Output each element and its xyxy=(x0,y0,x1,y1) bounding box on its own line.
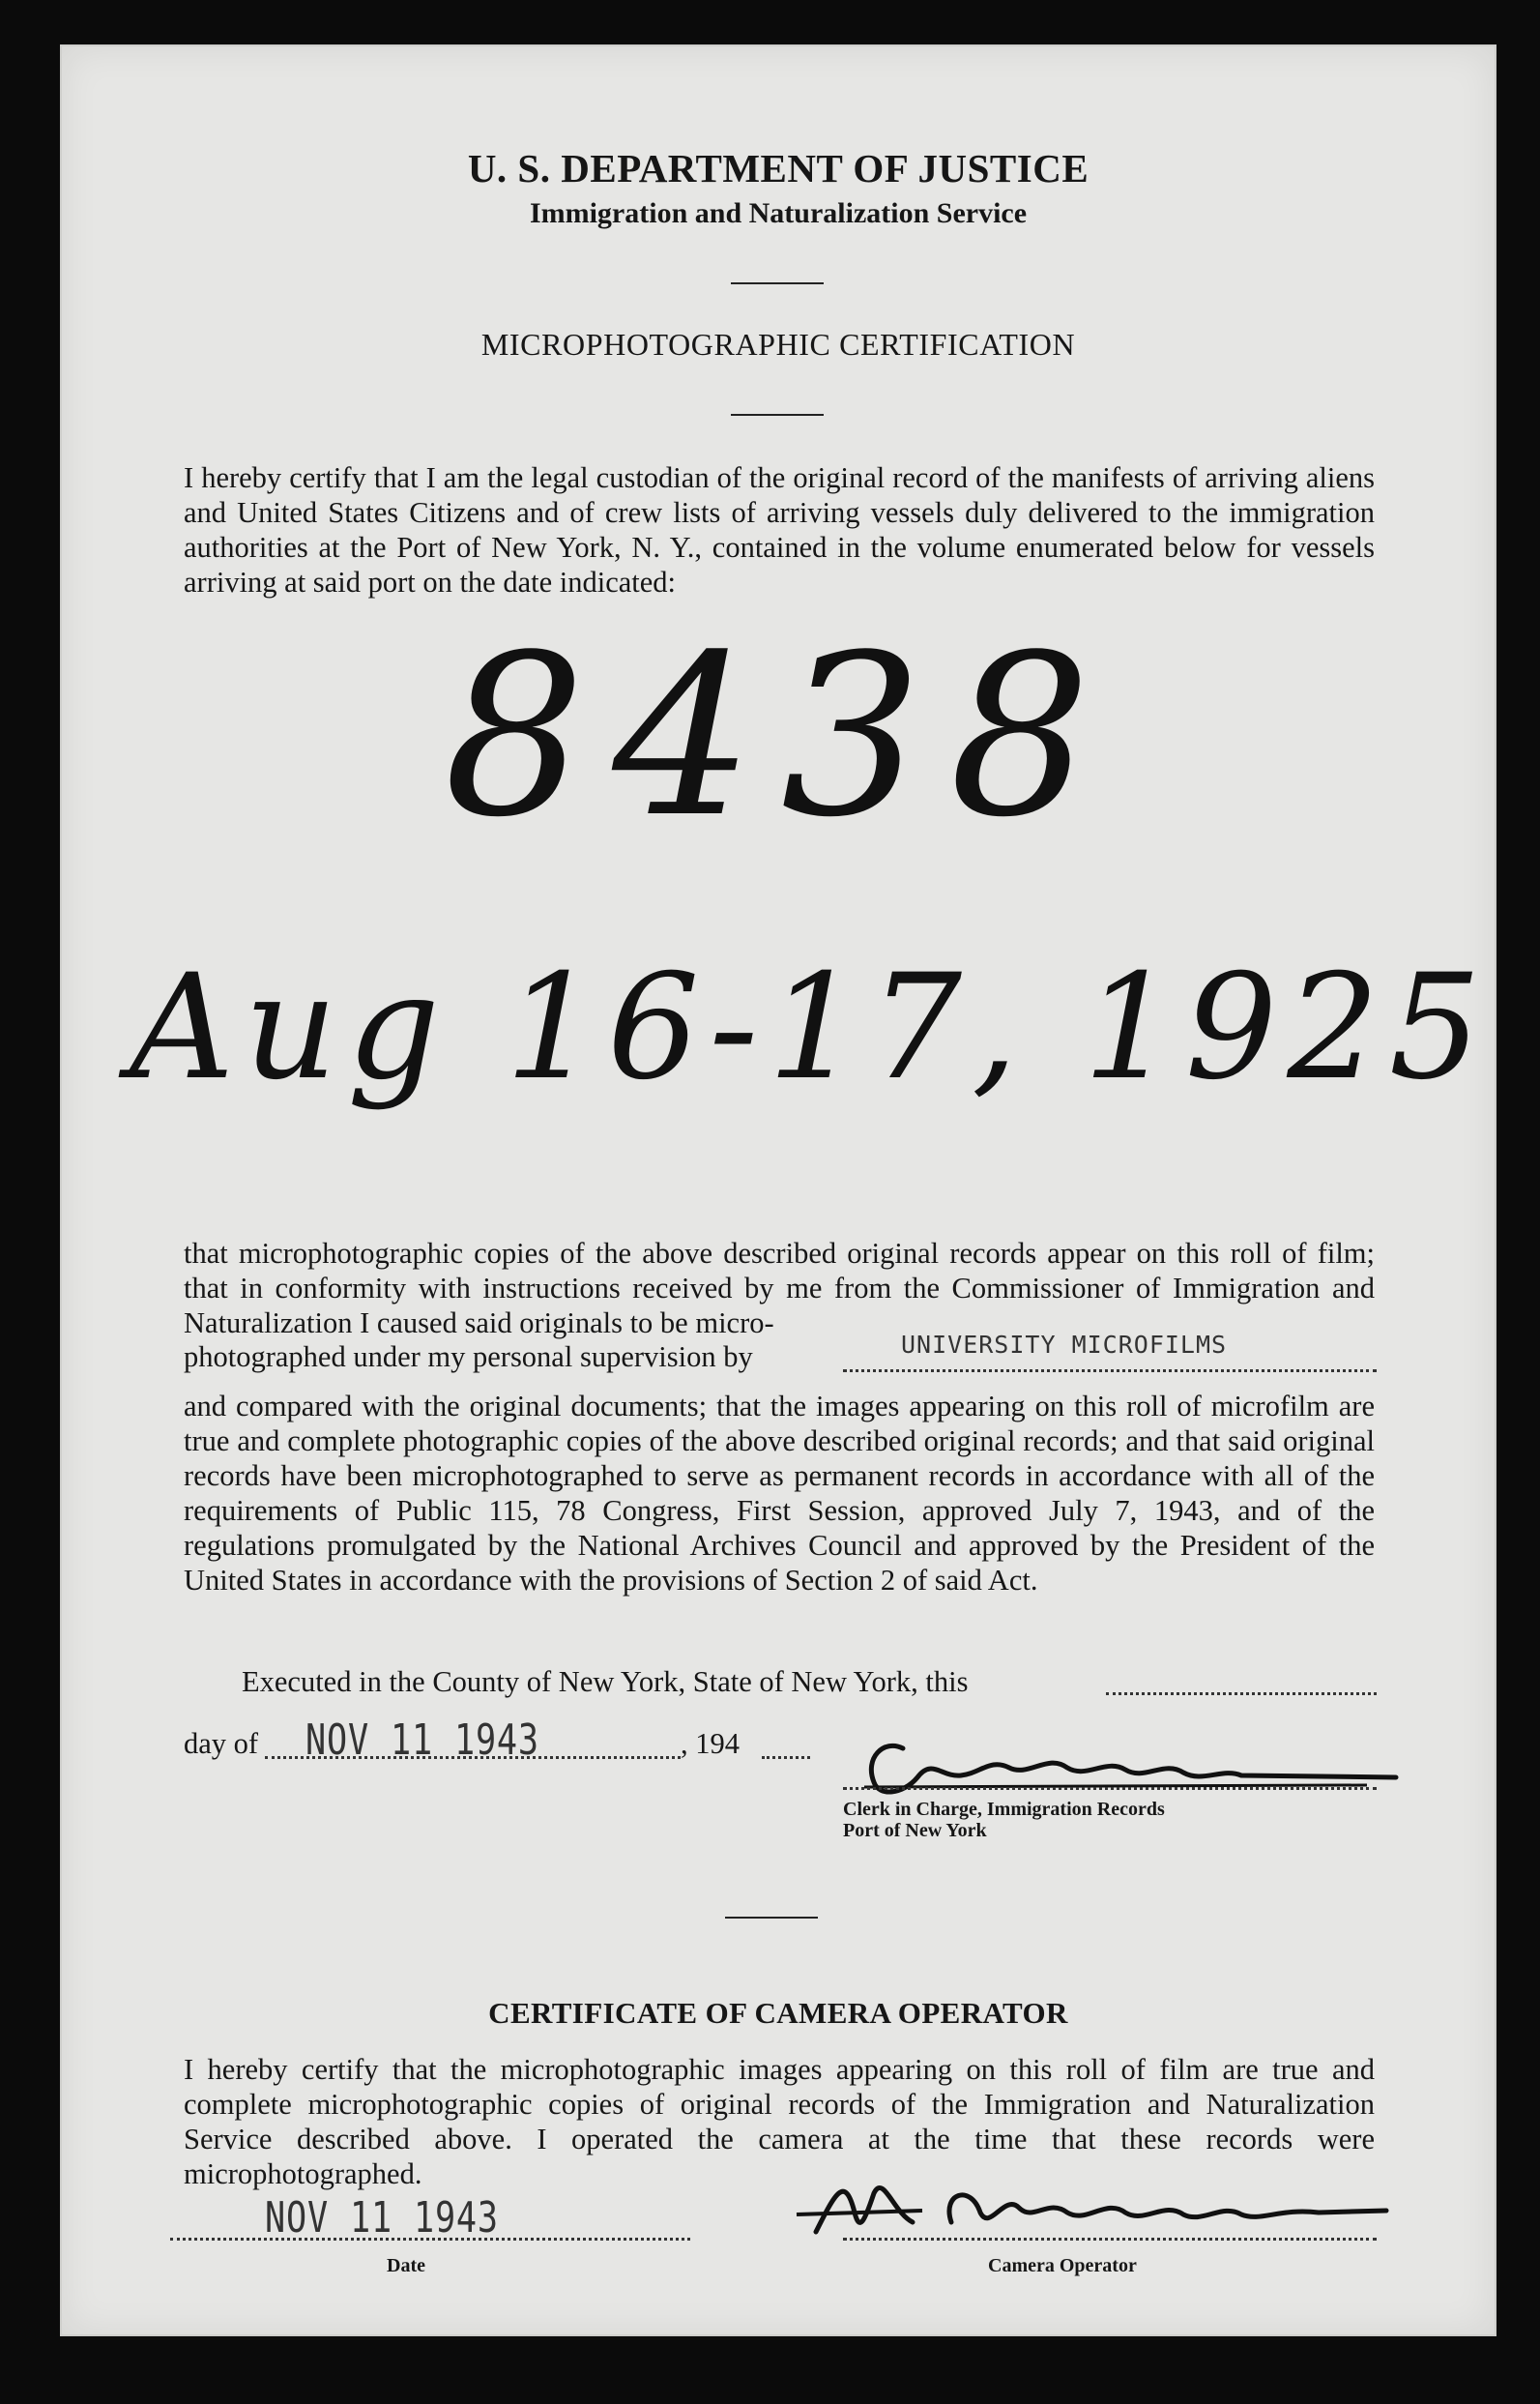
clerk-title-line1: Clerk in Charge, Immigration Records xyxy=(843,1799,1165,1820)
year-field xyxy=(762,1756,810,1759)
handwritten-volume-number: 8438 xyxy=(444,608,1119,866)
divider xyxy=(731,414,824,416)
body-paragraph-part2: and compared with the original documents; that the images appearing on this roll of microfilm are true and complete photographic copies of the above described original records; and that said original records have been microphotographed to serve as permanent records in accordance with all of the requirements of Public 115, 78 Congress, First Session, approved July 7, 1943, and of the regulations promulgated by the National Archives Council and approved by the President of the United States in accordance with the provisions of Section 2 of said Act. xyxy=(184,1390,1375,1597)
camera-date-stamp: NOV 11 1943 xyxy=(265,2193,499,2243)
camera-operator-line xyxy=(843,2238,1377,2241)
executed-label: Executed in the County of New York, State of New York, this xyxy=(242,1665,969,1698)
clerk-title xyxy=(843,1799,1165,1841)
handwritten-date: Aug 16-17, 1925 xyxy=(130,944,1492,1112)
photographed-by-label: photographed under my personal supervision by xyxy=(184,1340,753,1373)
camera-operator-label: Camera Operator xyxy=(988,2255,1137,2276)
executed-day-field xyxy=(1106,1692,1377,1695)
day-of-label: day of xyxy=(184,1727,259,1760)
day-of-stamp: NOV 11 1943 xyxy=(305,1715,539,1765)
camera-operator-statement: I hereby certify that the microphotographic images appearing on this roll of film are true and complete microphotographic copies of original records of the Immigration and Naturalization Service described above. I operated the camera at the time that these records were microphotographed. xyxy=(184,2053,1375,2190)
agency-heading: U. S. DEPARTMENT OF JUSTICE xyxy=(467,146,1090,191)
certification-title: MICROPHOTOGRAPHIC CERTIFICATION xyxy=(480,327,1076,362)
body-paragraph-part1: that microphotographic copies of the above described original records appear on this roll of film; that in conformity with instructions received by me from the Commissioner of Immigration and Naturalization I caused said originals to be micro- xyxy=(184,1237,1375,1339)
divider xyxy=(725,1917,818,1919)
camera-operator-title: CERTIFICATE OF CAMERA OPERATOR xyxy=(488,1996,1068,2030)
photographed-by-field xyxy=(843,1331,1377,1372)
certificate-sheet xyxy=(60,44,1496,2336)
date-label: Date xyxy=(387,2255,425,2276)
clerk-title-line2: Port of New York xyxy=(843,1820,987,1841)
camera-date-line xyxy=(170,2238,690,2241)
year-prefix: , 194 xyxy=(681,1727,740,1760)
clerk-signature-line xyxy=(843,1787,1377,1790)
intro-paragraph: I hereby certify that I am the legal custodian of the original record of the manifests of arriving aliens and United States Citizens and of crew lists of arriving vessels duly delivered to the immigration authorities at the Port of New York, N. Y., contained in the volume enumerated below for vessels arriving at said port on the date indicated: xyxy=(184,461,1375,599)
photographed-by-stamp: UNIVERSITY MICROFILMS xyxy=(901,1331,1228,1359)
camera-operator-signature xyxy=(777,2155,1396,2261)
service-heading: Immigration and Naturalization Service xyxy=(529,197,1028,229)
divider xyxy=(731,282,824,284)
